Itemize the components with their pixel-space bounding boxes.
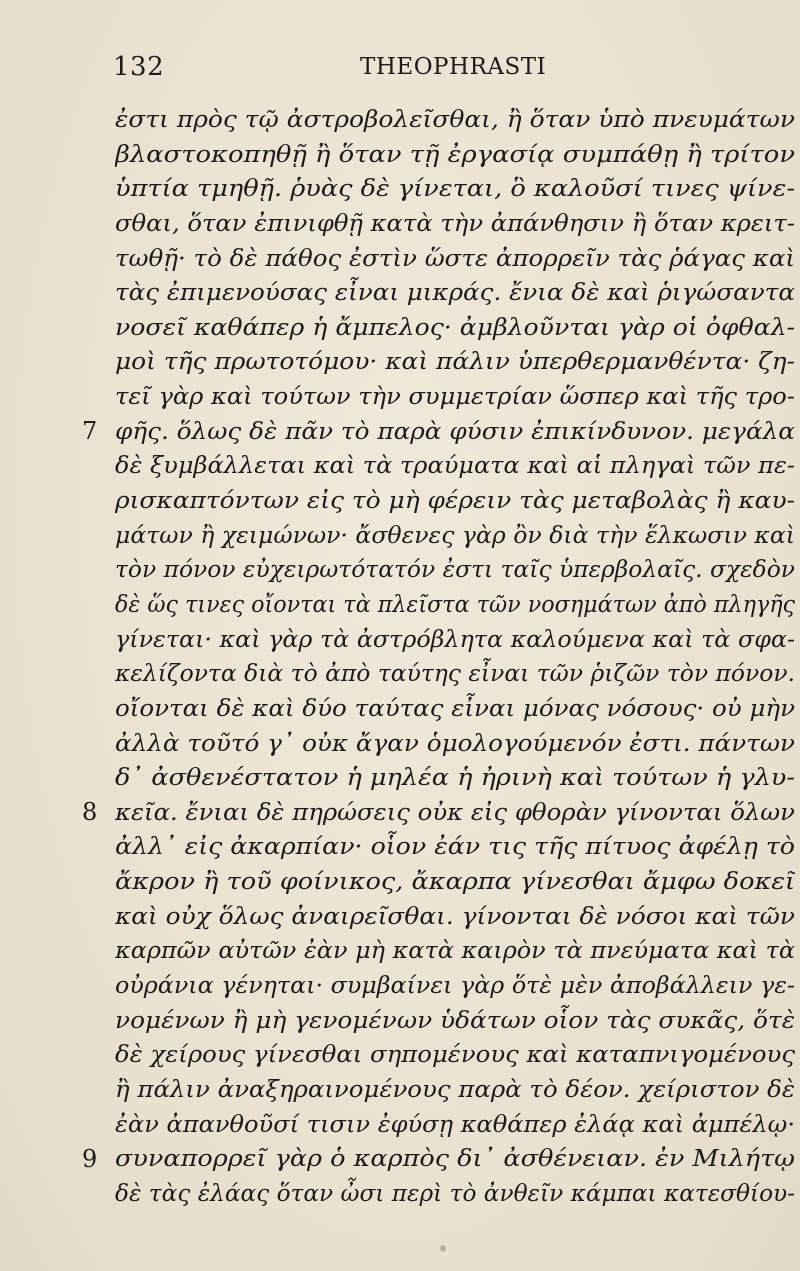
page-header bbox=[0, 52, 800, 92]
text-line bbox=[115, 102, 795, 137]
text-line bbox=[115, 483, 795, 518]
text-line bbox=[115, 379, 795, 414]
text-line-content: γίνεται· καὶ γὰρ τὰ ἀστρόβλητα καλούμενα καὶ τὰ σφα- bbox=[115, 624, 795, 653]
text-line-content: σθαι, ὅταν ἐπινιφθῇ κατὰ τὴν ἀπάνθησιν ἢ ὅταν κρειτ- bbox=[115, 208, 795, 237]
text-line bbox=[115, 552, 795, 587]
text-line-content: τεῖ γὰρ καὶ τούτων τὴν συμμετρίαν ὥσπερ καὶ τῆς τρο- bbox=[115, 382, 795, 411]
text-line-content: κεῖα. ἔνιαι δὲ πηρώσεις οὐκ εἰς φθορὰν γίνονται ὅλων bbox=[115, 797, 795, 826]
text-line bbox=[115, 448, 795, 483]
text-line-content: δὲ χείρους γίνεσθαι σηπομένους καὶ καταπνιγομένους bbox=[115, 1040, 795, 1069]
text-line-content: τωθῇ· τὸ δὲ πάθος ἐστὶν ὥστε ἀπορρεῖν τὰς ῥάγας καὶ bbox=[115, 243, 795, 272]
text-line-content: δὲ ὥς τινες οἴονται τὰ πλεῖστα τῶν νοσημάτων ἀπὸ πληγῆς bbox=[115, 589, 795, 618]
text-line bbox=[115, 518, 795, 553]
paper-speck bbox=[440, 1245, 446, 1252]
text-line-content: δὲ ξυμβάλλεται καὶ τὰ τραύματα καὶ αἱ πληγαὶ τῶν πε- bbox=[115, 451, 795, 480]
text-line-content: ὑπτία τμηθῇ. ῥυὰς δὲ γίνεται, ὃ καλοῦσί τινες ψίνε- bbox=[115, 174, 795, 203]
text-line bbox=[115, 691, 795, 726]
text-line bbox=[115, 726, 795, 761]
text-line bbox=[115, 137, 795, 172]
text-line bbox=[115, 587, 795, 622]
text-line bbox=[115, 1037, 795, 1072]
text-line bbox=[115, 760, 795, 795]
text-line bbox=[115, 1003, 795, 1038]
text-line bbox=[115, 968, 795, 1003]
text-line-content: ρισκαπτόντων εἰς τὸ μὴ φέρειν τὰς μεταβολὰς ἢ καυ- bbox=[115, 486, 795, 515]
text-line bbox=[115, 171, 795, 206]
text-line-content: ἐστι πρὸς τῷ ἀστροβολεῖσθαι, ἢ ὅταν ὑπὸ πνευμάτων bbox=[115, 105, 795, 133]
text-line-content: καρπῶν αὐτῶν ἐὰν μὴ κατὰ καιρὸν τὰ πνεύματα καὶ τὰ bbox=[115, 936, 795, 965]
text-line-content: μάτων ἢ χειμώνων· ἄσθενες γὰρ ὂν διὰ τὴν ἕλκωσιν καὶ bbox=[115, 520, 795, 549]
section-number: 7 bbox=[82, 416, 98, 445]
text-line-content: ἀλλ᾽ εἰς ἀκαρπίαν· οἷον ἐάν τις τῆς πίτυος ἀφέλῃ τὸ bbox=[115, 832, 795, 861]
text-line bbox=[115, 241, 795, 276]
text-line bbox=[115, 864, 795, 899]
text-line bbox=[115, 1141, 795, 1176]
text-line bbox=[115, 899, 795, 934]
text-line-content: ἄκρον ἢ τοῦ φοίνικος, ἄκαρπα γίνεσθαι ἄμφω δοκεῖ bbox=[115, 867, 795, 896]
text-line-content: συναπορρεῖ γὰρ ὁ καρπὸς δι᾽ ἀσθένειαν. ἐν Μιλήτῳ bbox=[115, 1144, 795, 1173]
text-line-content: καὶ οὐχ ὅλως ἀναιρεῖσθαι. γίνονται δὲ νόσοι καὶ τῶν bbox=[115, 901, 795, 930]
text-line-content: δὲ τὰς ἐλάας ὅταν ὦσι περὶ τὸ ἀνθεῖν κάμπαι κατεσθίου- bbox=[115, 1178, 795, 1207]
text-line-content: ἐὰν ἀπανθοῦσί τισιν ἐφύσῃ καθάπερ ἐλάᾳ καὶ ἀμπέλῳ· bbox=[115, 1109, 795, 1138]
text-line bbox=[115, 1176, 795, 1211]
text-line bbox=[115, 310, 795, 345]
text-line-content: ἀλλὰ τοῦτό γ᾽ οὐκ ἄγαν ὁμολογούμενόν ἐστι. πάντων bbox=[115, 728, 795, 757]
text-line-content: δ᾽ ἀσθενέστατον ἡ μηλέα ἡ ἠρινὴ καὶ τούτων ἡ γλυ- bbox=[115, 763, 795, 792]
text-line bbox=[115, 414, 795, 449]
section-number: 8 bbox=[82, 798, 98, 826]
text-line bbox=[115, 275, 795, 310]
text-line bbox=[115, 1107, 795, 1142]
section-number: 9 bbox=[82, 1144, 98, 1173]
greek-text-block bbox=[115, 102, 795, 1211]
text-line-content: ἢ πάλιν ἀναξηραινομένους παρὰ τὸ δέον. χείριστον δὲ bbox=[115, 1074, 795, 1103]
text-line bbox=[115, 795, 795, 830]
text-line-content: τὸν πόνον εὐχειρωτότατόν ἐστι ταῖς ὑπερβολαῖς. σχεδὸν bbox=[115, 555, 795, 584]
text-line bbox=[115, 206, 795, 241]
text-line bbox=[115, 344, 795, 379]
text-line-content: τὰς ἐπιμενούσας εἶναι μικράς. ἔνια δὲ καὶ ῥιγώσαντα bbox=[115, 278, 795, 307]
text-line bbox=[115, 829, 795, 864]
running-head: THEOPHRASTI bbox=[360, 54, 547, 80]
text-line bbox=[115, 1072, 795, 1107]
text-line-content: οἴονται δὲ καὶ δύο ταύτας εἶναι μόνας νόσους· οὐ μὴν bbox=[115, 693, 795, 722]
text-line bbox=[115, 622, 795, 657]
text-line-content: φῆς. ὅλως δὲ πᾶν τὸ παρὰ φύσιν ἐπικίνδυνον. μεγάλα bbox=[115, 416, 795, 445]
text-line bbox=[115, 933, 795, 968]
text-line-content: μοὶ τῆς πρωτοτόμου· καὶ πάλιν ὑπερθερμανθέντα· ζη- bbox=[115, 347, 795, 376]
text-line-content: οὐράνια γένηται· συμβαίνει γὰρ ὅτὲ μὲν ἀποβάλλειν γε- bbox=[115, 971, 795, 1000]
text-line-content: κελίζοντα διὰ τὸ ἀπὸ ταύτης εἶναι τῶν ῥιζῶν τὸν πόνον. bbox=[115, 659, 795, 688]
text-line-content: νομένων ἢ μὴ γενομένων ὑδάτων οἷον τὰς συκᾶς, ὅτὲ bbox=[115, 1005, 795, 1034]
page-number: 132 bbox=[113, 52, 165, 82]
text-line bbox=[115, 656, 795, 691]
text-line-content: βλαστοκοπηθῇ ἢ ὅταν τῇ ἐργασίᾳ συμπάθῃ ἢ τρίτον bbox=[115, 139, 795, 168]
text-line-content: νοσεῖ καθάπερ ἡ ἄμπελος· ἀμβλοῦνται γὰρ οἱ ὀφθαλ- bbox=[115, 312, 795, 341]
